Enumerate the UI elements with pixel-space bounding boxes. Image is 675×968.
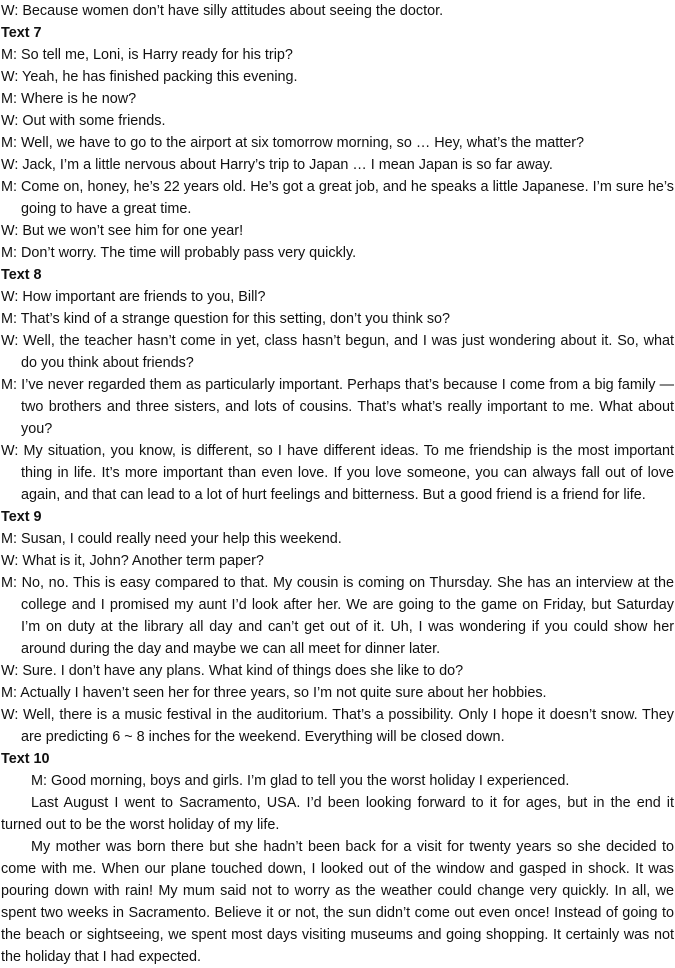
dialogue-line: M: Don’t worry. The time will probably pass very quickly. bbox=[1, 245, 357, 261]
dialogue-line: W: My situation, you know, is different, so I have different ideas. To me friendship is the most important thing in life. It’s more important than even love. If you love someone, you can always fall out of love again, and that can lead to a lot of hurt feelings and bitterness. But a good friend is a friend for life. bbox=[1, 443, 674, 503]
narrative-paragraph: Last August I went to Sacramento, USA. I’d been looking forward to it for ages, but in the end it turned out to be the worst holiday of my life. bbox=[1, 795, 674, 833]
section-heading: Text 7 bbox=[1, 25, 42, 41]
dialogue-line: M: Susan, I could really need your help this weekend. bbox=[1, 531, 342, 547]
dialogue-line: W: Sure. I don’t have any plans. What kind of things does she like to do? bbox=[1, 663, 464, 679]
dialogue-line: M: Come on, honey, he’s 22 years old. He’s got a great job, and he speaks a little Japanese. I’m sure he’s going to have a great time. bbox=[1, 179, 674, 217]
dialogue-line: M: Actually I haven’t seen her for three years, so I’m not quite sure about her hobbies. bbox=[1, 685, 547, 701]
dialogue-line: W: Jack, I’m a little nervous about Harry’s trip to Japan … I mean Japan is so far away. bbox=[1, 157, 553, 173]
dialogue-line: W: Out with some friends. bbox=[1, 113, 166, 129]
section-heading: Text 8 bbox=[1, 267, 42, 283]
dialogue-line: W: How important are friends to you, Bill? bbox=[1, 289, 266, 305]
narrative-paragraph: M: Good morning, boys and girls. I’m glad to tell you the worst holiday I experienced. bbox=[31, 773, 570, 789]
section-heading: Text 10 bbox=[1, 751, 50, 767]
dialogue-line: W: Yeah, he has finished packing this evening. bbox=[1, 69, 298, 85]
dialogue-line: M: Where is he now? bbox=[1, 91, 137, 107]
dialogue-line: W: Well, the teacher hasn’t come in yet, class hasn’t begun, and I was just wondering about it. So, what do you think about friends? bbox=[1, 333, 674, 371]
dialogue-line: M: That’s kind of a strange question for this setting, don’t you think so? bbox=[1, 311, 451, 327]
dialogue-line: M: Well, we have to go to the airport at six tomorrow morning, so … Hey, what’s the matter? bbox=[1, 135, 585, 151]
dialogue-line: M: I’ve never regarded them as particularly important. Perhaps that’s because I come from a big family — two brothers and three sisters, and lots of cousins. That’s what’s really important to me. What about you? bbox=[1, 377, 674, 437]
dialogue-line: W: What is it, John? Another term paper? bbox=[1, 553, 264, 569]
dialogue-line: W: But we won’t see him for one year! bbox=[1, 223, 244, 239]
narrative-paragraph: My mother was born there but she hadn’t been back for a visit for twenty years so she decided to come with me. When our plane touched down, I looked out of the window and gasped in shock. It was pouring down with rain! My mum said not to worry as the weather could change very quickly. In all, we spent two weeks in Sacramento. Believe it or not, the sun didn’t come out even once! Instead of going to the beach or sightseeing, we spent most days visiting museums and going shopping. It certainly was not the holiday that I had expected. bbox=[1, 839, 674, 965]
dialogue-line: W: Well, there is a music festival in the auditorium. That’s a possibility. Only I hope it doesn’t snow. They are predicting 6 ~ 8 inches for the weekend. Everything will be closed down. bbox=[1, 707, 674, 745]
dialogue-line: M: No, no. This is easy compared to that. My cousin is coming on Thursday. She has an interview at the college and I promised my aunt I’d look after her. We are going to the game on Friday, but Saturday I’m on duty at the library all day and can’t get out of it. Uh, I was wondering if you could show her around during the day and maybe we can all meet for dinner later. bbox=[1, 575, 674, 657]
section-heading: Text 9 bbox=[1, 509, 42, 525]
dialogue-line: W: Because women don’t have silly attitudes about seeing the doctor. bbox=[1, 3, 444, 19]
dialogue-line: M: So tell me, Loni, is Harry ready for his trip? bbox=[1, 47, 293, 63]
